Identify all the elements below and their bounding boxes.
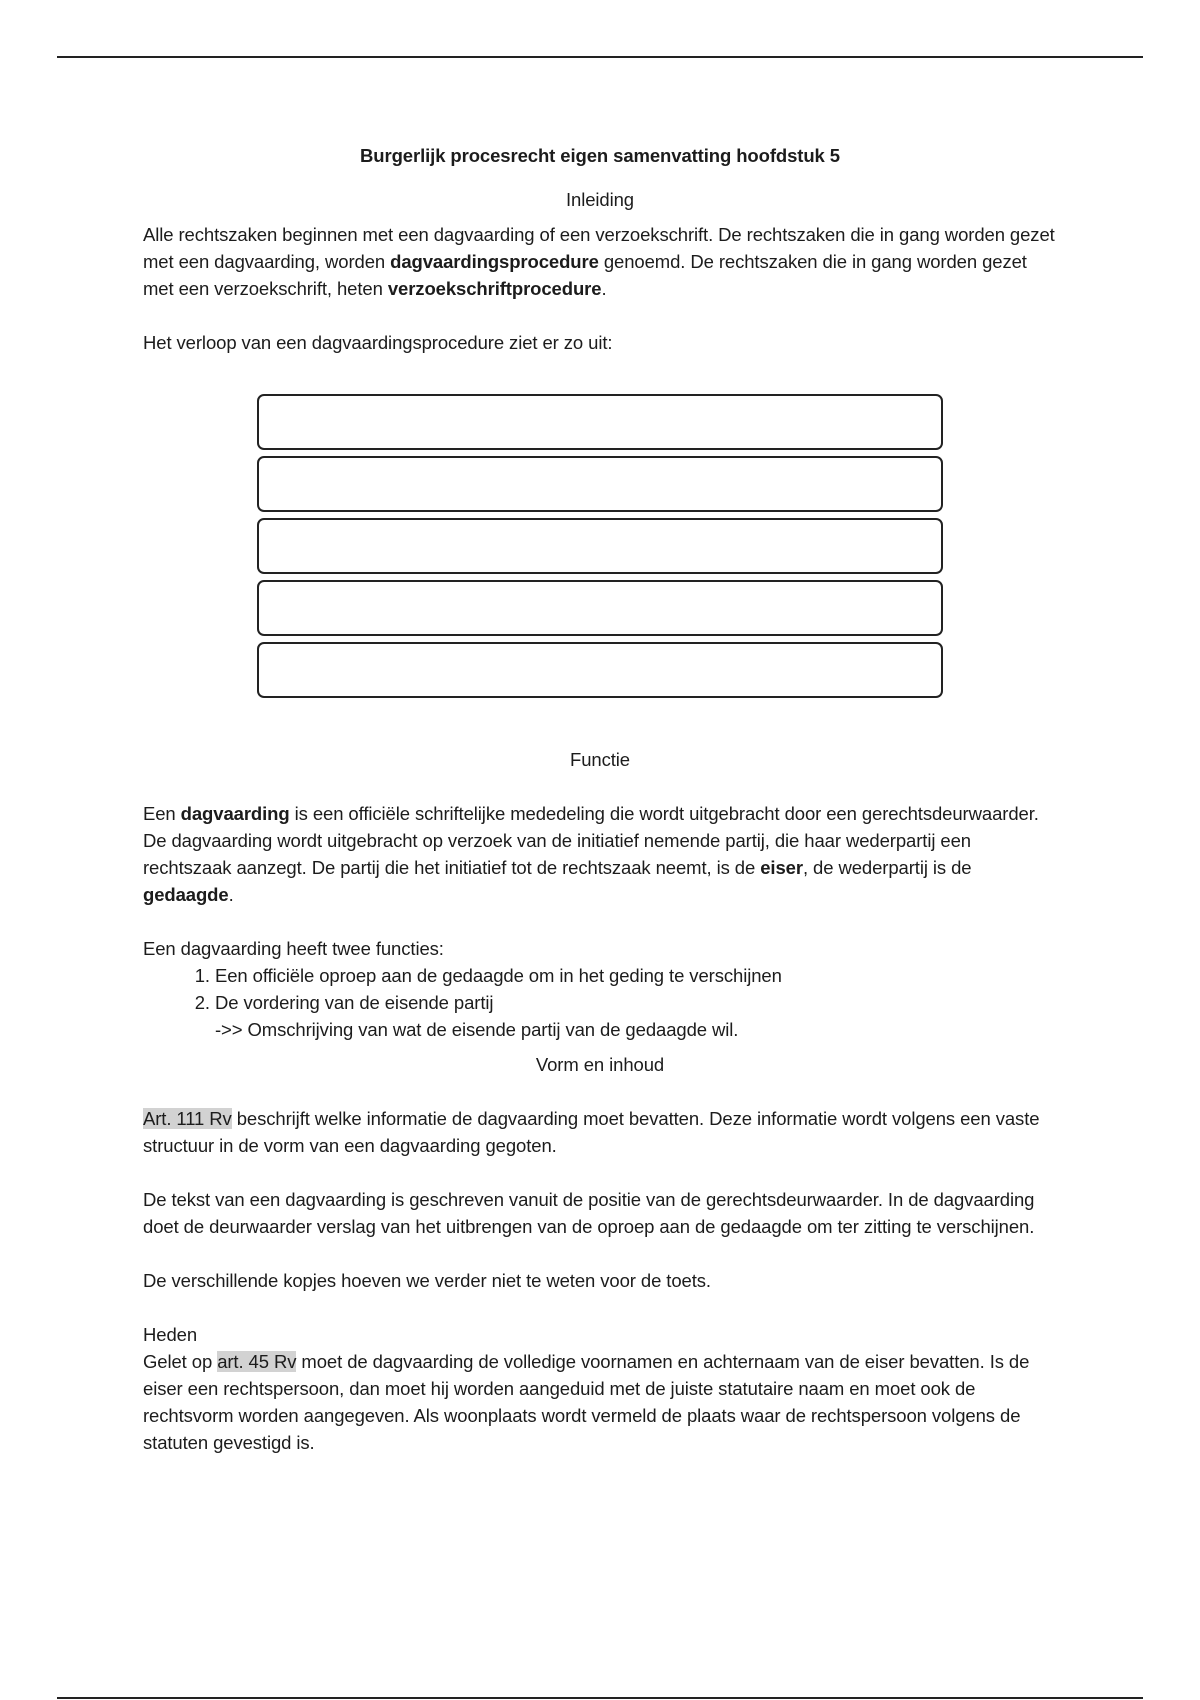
text-run: Gelet op (143, 1351, 218, 1372)
vorm-paragraph-3: De verschillende kopjes hoeven we verder niet te weten voor de toets. (143, 1270, 711, 1291)
inleiding-paragraph-2: Het verloop van een dagvaardingsprocedure ziet er zo uit: (143, 332, 613, 353)
text-run: Alle rechtszaken beginnen met een dagvaarding of een verzoekschrift. De rechtszaken die in gang worden gezet met een dagvaarding, worden (143, 224, 1055, 272)
functies-list (143, 962, 1057, 1016)
list-sub-note: ->> Omschrijving van wat de eisende partij van de gedaagde wil. (215, 1019, 739, 1040)
text-run: moet de dagvaarding de volledige voornamen en achternaam van de eiser bevatten. Is de eiser een rechtspersoon, dan moet hij worden aangeduid met de juiste statutaire naam en moet ook de rechtsvorm worden aangegeven. Als woonplaats wordt vermeld de plaats waar de rechtspersoon volgens de statuten gevestigd is. (143, 1351, 1030, 1453)
list-item: 2. De vordering van de eisende partij (215, 989, 1057, 1016)
document-page (143, 140, 1057, 1456)
functie-paragraph-1 (143, 800, 1057, 908)
flow-step-box-4 (257, 580, 943, 636)
article-reference-highlight: art. 45 Rv (217, 1351, 297, 1372)
flow-step-box-2 (257, 456, 943, 512)
section-heading-functie: Functie (570, 749, 630, 770)
text-run: Een (143, 803, 181, 824)
vorm-paragraph-1 (143, 1105, 1057, 1159)
text-run: , de wederpartij is de (802, 857, 972, 878)
document-title: Burgerlijk procesrecht eigen samenvatting hoofdstuk 5 (360, 145, 840, 166)
vorm-paragraph-2: De tekst van een dagvaarding is geschreven vanuit de positie van de gerechtsdeurwaarder. In de dagvaarding doet de deurwaarder verslag van het uitbrengen van de oproep aan de gedaagde om ter zitting te verschijnen. (143, 1189, 1035, 1237)
bottom-page-rule (57, 1697, 1143, 1699)
vorm-paragraph-4 (143, 1348, 1057, 1456)
flow-step-box-1 (257, 394, 943, 450)
subheading-heden: Heden (143, 1324, 198, 1345)
term-dagvaarding: dagvaarding (180, 803, 290, 824)
term-dagvaardingsprocedure: dagvaardingsprocedure (390, 251, 599, 272)
term-verzoekschriftprocedure: verzoekschriftprocedure (387, 278, 602, 299)
text-run: . (601, 278, 607, 299)
term-gedaagde: gedaagde (143, 884, 229, 905)
functie-paragraph-2: Een dagvaarding heeft twee functies: (143, 938, 444, 959)
top-page-rule (57, 56, 1143, 58)
text-run: genoemd. De rechtszaken die in gang worden gezet met een verzoekschrift, heten (143, 251, 1027, 299)
article-reference-highlight: Art. 111 Rv (143, 1108, 232, 1129)
section-heading-vorm-en-inhoud: Vorm en inhoud (535, 1054, 665, 1075)
flow-step-box-5 (257, 642, 943, 698)
text-run: beschrijft welke informatie de dagvaarding moet bevatten. Deze informatie wordt volgens een vaste structuur in de vorm van een dagvaarding gegoten. (143, 1108, 1040, 1156)
inleiding-paragraph-1 (143, 221, 1057, 302)
section-heading-inleiding: Inleiding (565, 189, 634, 210)
list-item: 1. Een officiële oproep aan de gedaagde om in het geding te verschijnen (215, 962, 1057, 989)
text-run: . (228, 884, 234, 905)
term-eiser: eiser (760, 857, 803, 878)
text-run: is een officiële schriftelijke mededeling die wordt uitgebracht door een gerechtsdeurwaarder. De dagvaarding wordt uitgebracht op verzoek van de initiatief nemende partij, die haar wederpartij een rechtszaak aanzegt. De partij die het initiatief tot de rechtszaak neemt, is de (143, 803, 1039, 878)
procedure-flow-diagram (257, 394, 943, 698)
flow-step-box-3 (257, 518, 943, 574)
